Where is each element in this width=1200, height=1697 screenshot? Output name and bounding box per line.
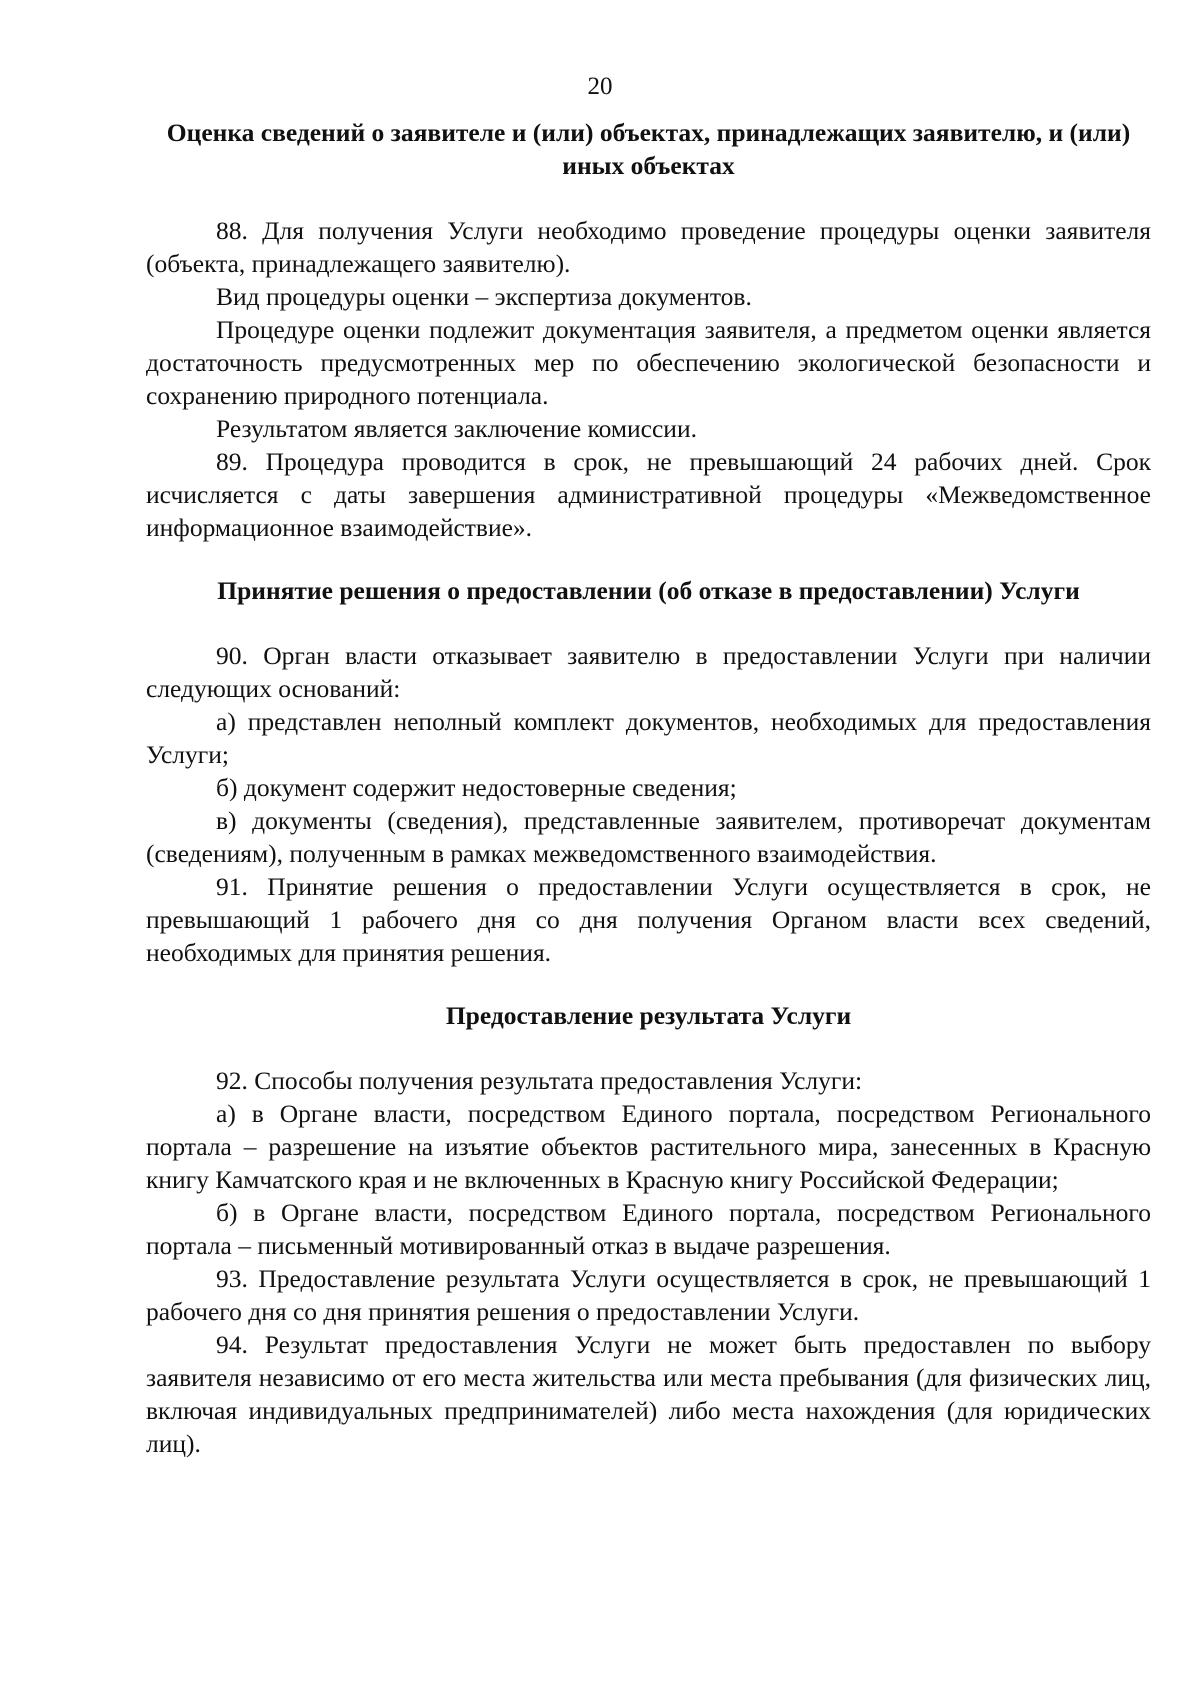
section-heading: Оценка сведений о заявителе и (или) объектах, принадлежащих заявителю, и (или) иных объектах xyxy=(166,118,1131,180)
page-number: 20 xyxy=(587,73,613,100)
paragraph: 94. Результат предоставления Услуги не может быть предоставлен по выбору заявителя независимо от его места жительства или места пребывания (для физических лиц, включая индивидуальных предпринимателей) либо места нахождения (для юридических лиц). xyxy=(146,1330,1151,1458)
paragraph: а) в Органе власти, посредством Единого портала, посредством Регионального портала – разрешение на изъятие объектов растительного мира, занесенных в Красную книгу Камчатского края и не включенных в Красную книгу Российской Федерации; xyxy=(146,1099,1151,1194)
paragraph: 90. Орган власти отказывает заявителю в предоставлении Услуги при наличии следующих оснований: xyxy=(146,641,1151,703)
paragraph: 88. Для получения Услуги необходимо проведение процедуры оценки заявителя (объекта, принадлежащего заявителю). xyxy=(146,216,1151,278)
paragraph: Результатом является заключение комиссии. xyxy=(216,414,697,443)
section-applicant-assessment xyxy=(146,116,1151,544)
section-decision xyxy=(146,574,1151,969)
section-result-delivery xyxy=(146,999,1151,1460)
document-body xyxy=(146,116,1151,1460)
paragraph: 91. Принятие решения о предоставлении Услуги осуществляется в срок, не превышающий 1 рабочего дня со дня получения Органом власти всех сведений, необходимых для принятия решения. xyxy=(146,872,1151,967)
paragraph: Вид процедуры оценки – экспертиза документов. xyxy=(216,282,752,311)
paragraph: 89. Процедура проводится в срок, не превышающий 24 рабочих дней. Срок исчисляется с даты завершения административной процедуры «Межведомственное информационное взаимодействие». xyxy=(146,447,1151,542)
paragraph: в) документы (сведения), представленные заявителем, противоречат документам (сведениям), полученным в рамках межведомственного взаимодействия. xyxy=(146,806,1151,868)
paragraph: 92. Способы получения результата предоставления Услуги: xyxy=(216,1066,863,1095)
paragraph: Процедуре оценки подлежит документация заявителя, а предметом оценки является достаточность предусмотренных мер по обеспечению экологической безопасности и сохранению природного потенциала. xyxy=(146,315,1151,410)
paragraph: а) представлен неполный комплект документов, необходимых для предоставления Услуги; xyxy=(146,707,1151,769)
section-heading: Принятие решения о предоставлении (об отказе в предоставлении) Услуги xyxy=(217,576,1080,605)
paragraph: б) документ содержит недостоверные сведения; xyxy=(216,773,737,802)
section-heading: Предоставление результата Услуги xyxy=(445,1001,852,1030)
paragraph: 93. Предоставление результата Услуги осуществляется в срок, не превышающий 1 рабочего дня со дня принятия решения о предоставлении Услуги. xyxy=(146,1264,1151,1326)
paragraph: б) в Органе власти, посредством Единого портала, посредством Регионального портала – письменный мотивированный отказ в выдаче разрешения. xyxy=(146,1198,1151,1260)
